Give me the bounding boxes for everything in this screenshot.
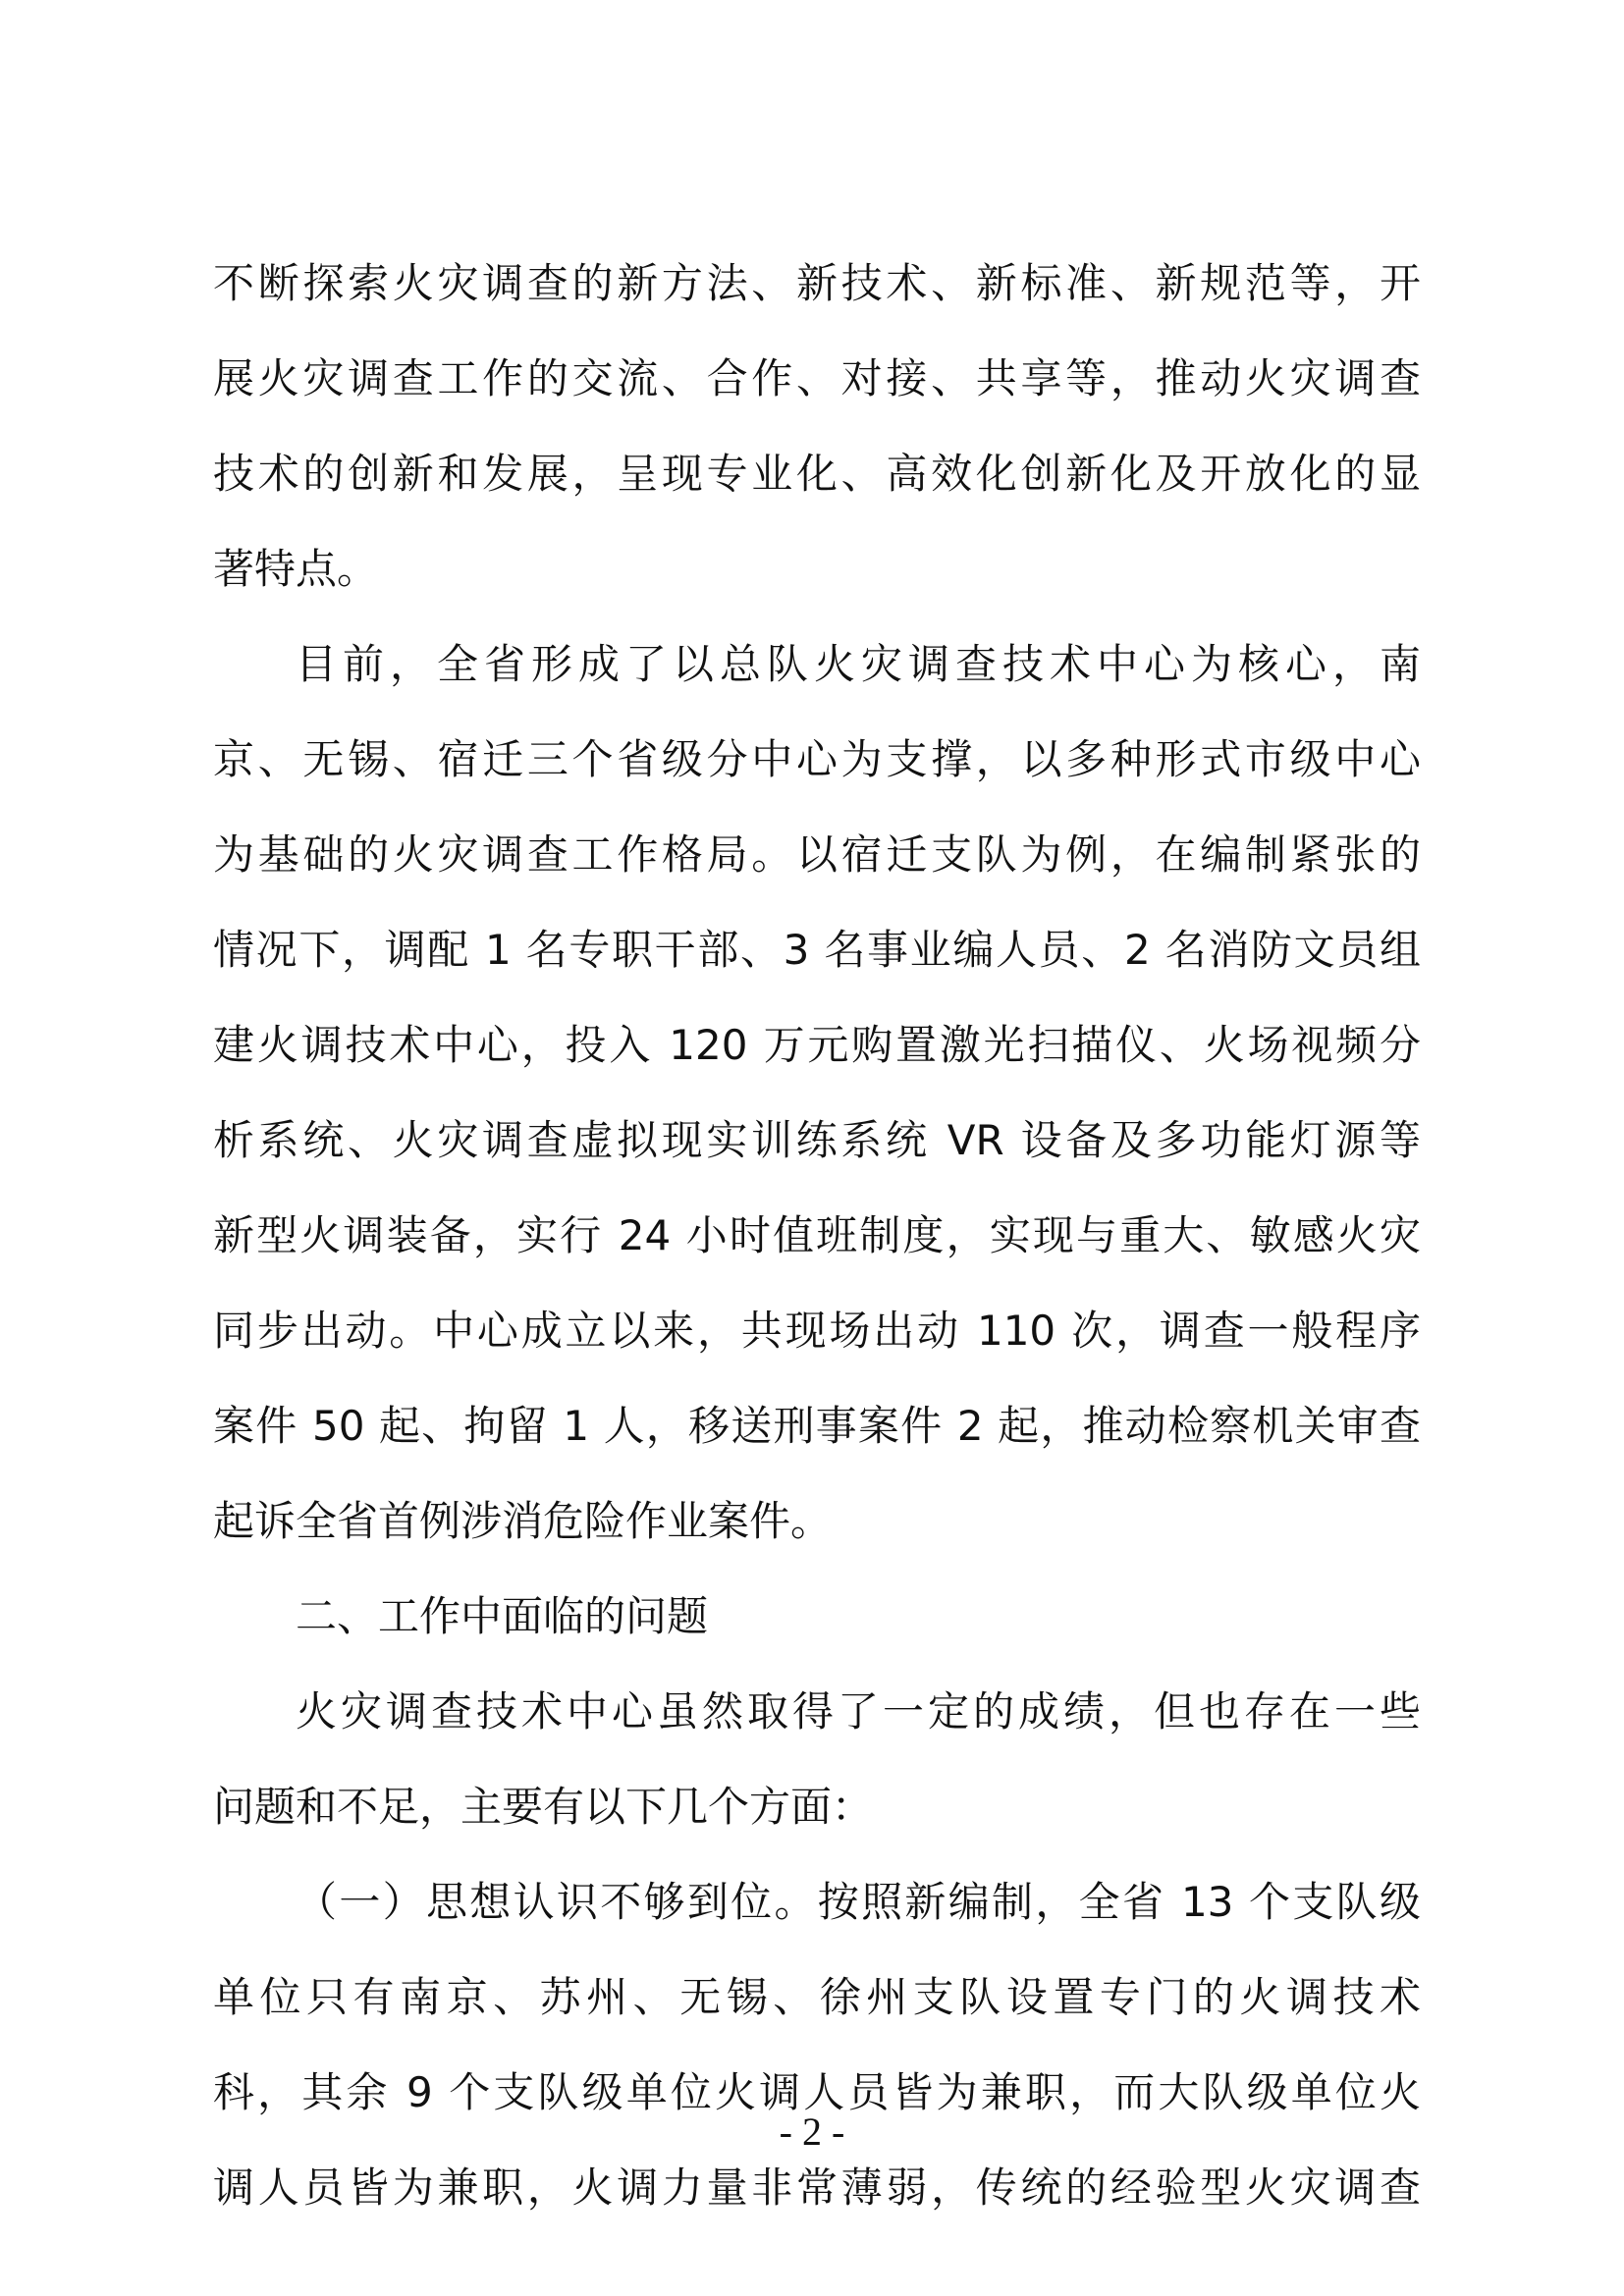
text-line: 目前，全省形成了以总队火灾调查技术中心为核心，南 bbox=[296, 640, 1421, 688]
text-line: 案件 50 起、拘留 1 人，移送刑事案件 2 起，推动检察机关审查 bbox=[213, 1402, 1421, 1450]
text-line: 调人员皆为兼职，火调力量非常薄弱，传统的经验型火灾调查 bbox=[213, 2163, 1421, 2212]
text-line: 技术的创新和发展，呈现专业化、高效化创新化及开放化的显 bbox=[213, 450, 1421, 498]
text-line: 建火调技术中心，投入 120 万元购置激光扫描仪、火场视频分 bbox=[213, 1021, 1421, 1069]
document-body bbox=[213, 236, 1421, 2235]
text-line: 单位只有南京、苏州、无锡、徐州支队设置专门的火调技术 bbox=[213, 1973, 1421, 2021]
text-line: 新型火调装备，实行 24 小时值班制度，实现与重大、敏感火灾 bbox=[213, 1211, 1421, 1259]
text-line: 展火灾调查工作的交流、合作、对接、共享等，推动火灾调查 bbox=[213, 354, 1421, 402]
text-line: 起诉全省首例涉消危险作业案件。 bbox=[213, 1497, 833, 1545]
text-line: 情况下，调配 1 名专职干部、3 名事业编人员、2 名消防文员组 bbox=[213, 926, 1421, 974]
text-line: 析系统、火灾调查虚拟现实训练系统 VR 设备及多功能灯源等 bbox=[213, 1116, 1421, 1164]
section-heading: 二、工作中面临的问题 bbox=[296, 1592, 709, 1640]
text-line: 京、无锡、宿迁三个省级分中心为支撑，以多种形式市级中心 bbox=[213, 735, 1421, 783]
text-line: 同步出动。中心成立以来，共现场出动 110 次，调查一般程序 bbox=[213, 1307, 1421, 1355]
text-line: 为基础的火灾调查工作格局。以宿迁支队为例，在编制紧张的 bbox=[213, 830, 1421, 879]
text-line: 火灾调查技术中心虽然取得了一定的成绩，但也存在一些 bbox=[296, 1687, 1421, 1735]
text-line: 问题和不足，主要有以下几个方面： bbox=[213, 1783, 874, 1831]
text-line: 著特点。 bbox=[213, 545, 379, 593]
text-line: 科，其余 9 个支队级单位火调人员皆为兼职，而大队级单位火 bbox=[213, 2068, 1421, 2116]
page-number: - 2 - bbox=[779, 2109, 845, 2154]
text-line: 不断探索火灾调查的新方法、新技术、新标准、新规范等，开 bbox=[213, 259, 1421, 307]
text-line: （一）思想认识不够到位。按照新编制，全省 13 个支队级 bbox=[296, 1878, 1421, 1926]
